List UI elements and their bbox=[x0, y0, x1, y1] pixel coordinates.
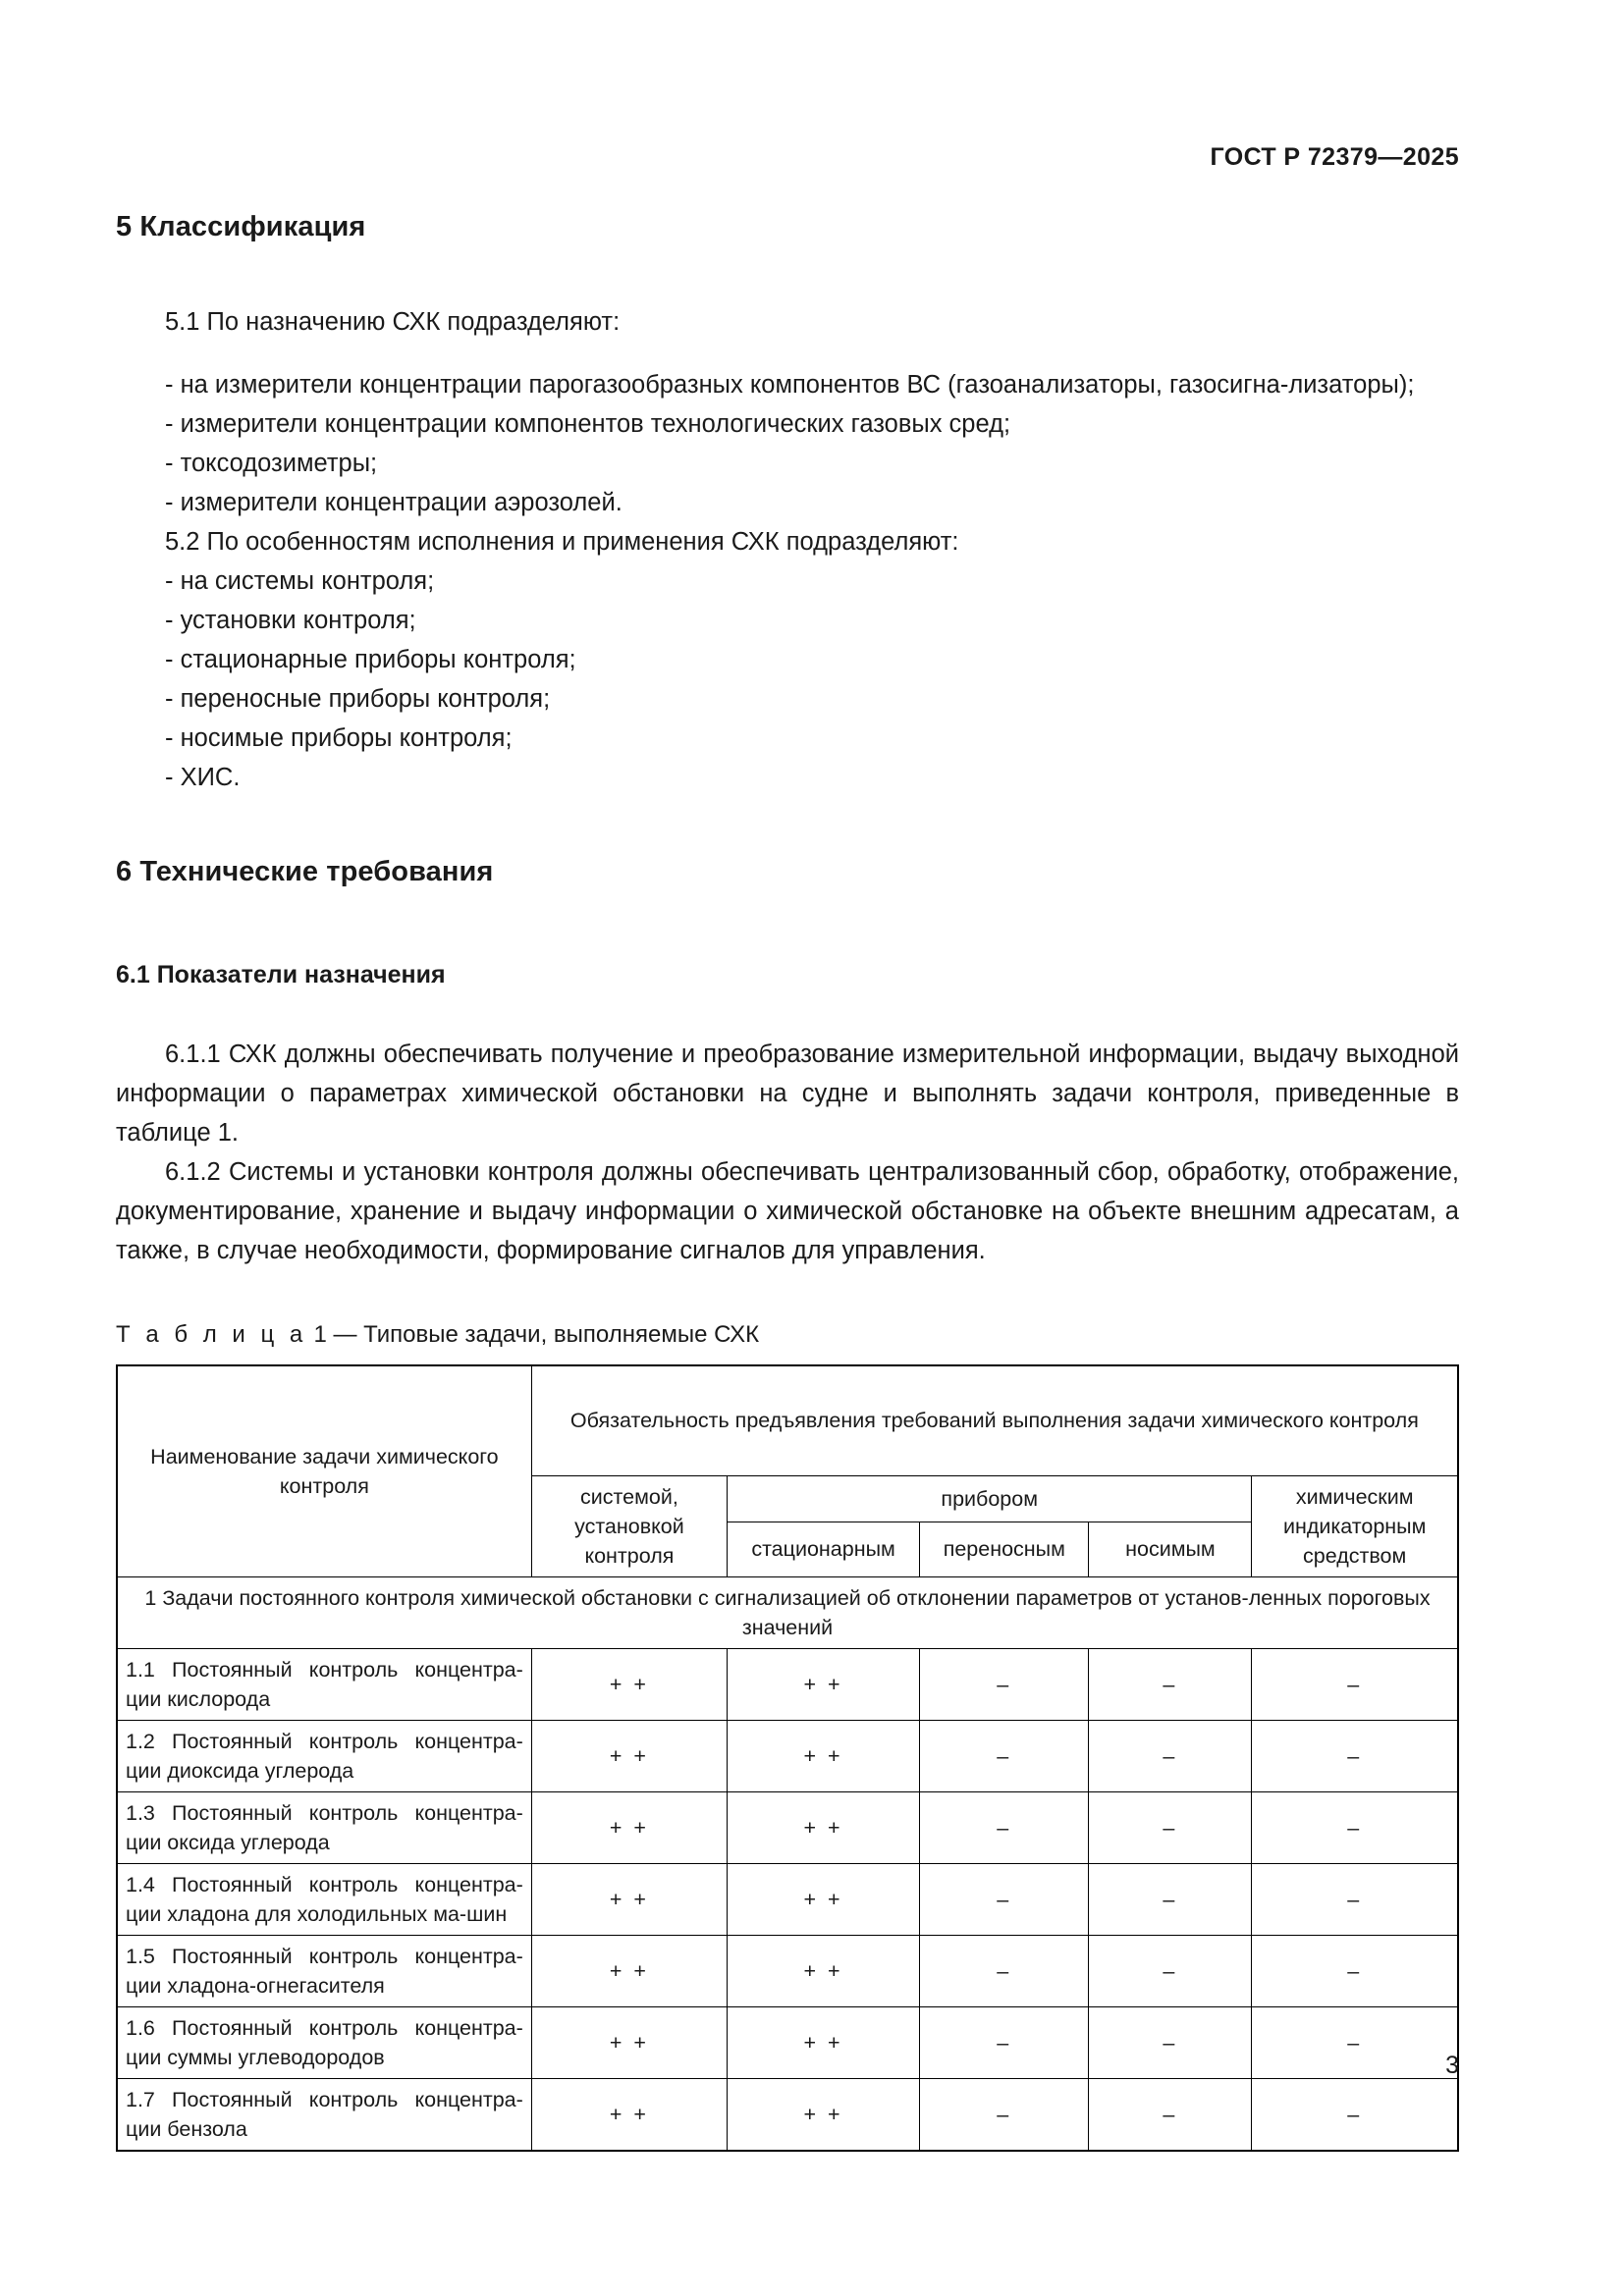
mark-system-installation: + + bbox=[531, 1791, 727, 1863]
table-row bbox=[117, 1863, 1458, 1935]
mark-chemical-indicator: – bbox=[1252, 1720, 1458, 1791]
col-header-portable: переносным bbox=[920, 1522, 1089, 1576]
mark-portable: – bbox=[920, 2078, 1089, 2151]
list-item-5-2-1: - установки контроля; bbox=[165, 607, 416, 634]
table-header-row-1 bbox=[117, 1365, 1458, 1475]
mark-chemical-indicator: – bbox=[1252, 1648, 1458, 1720]
mark-chemical-indicator: – bbox=[1252, 2078, 1458, 2151]
table-caption-prefix: Т а б л и ц а bbox=[116, 1321, 307, 1348]
list-item-5-2-0: - на системы контроля; bbox=[165, 567, 435, 595]
mark-wearable: – bbox=[1089, 2078, 1252, 2151]
mark-stationary: + + bbox=[728, 2006, 920, 2078]
task-name-cell: 1.4 Постоянный контроль концентра-ции хладона для холодильных ма-шин bbox=[117, 1863, 531, 1935]
mark-wearable: – bbox=[1089, 1720, 1252, 1791]
table-row bbox=[117, 1648, 1458, 1720]
mark-system-installation: + + bbox=[531, 1720, 727, 1791]
mark-system-installation: + + bbox=[531, 1863, 727, 1935]
mark-portable: – bbox=[920, 1863, 1089, 1935]
section-5-heading: 5 Классификация bbox=[116, 211, 366, 242]
paragraph-6-1-1: 6.1.1 СХК должны обеспечивать получение и преобразование измерительной информации, выдачу выходной информации о параметрах химической обстановки на судне и выполнять задачи контроля, приведенные в таблице 1. bbox=[116, 1041, 1459, 1147]
paragraph-5-2: 5.2 По особенностям исполнения и применения СХК подразделяют: bbox=[165, 528, 959, 556]
table-body bbox=[117, 1576, 1458, 2151]
mark-wearable: – bbox=[1089, 2006, 1252, 2078]
col-header-system-installation: системой, установкой контроля bbox=[531, 1475, 727, 1576]
mark-chemical-indicator: – bbox=[1252, 1791, 1458, 1863]
mark-chemical-indicator: – bbox=[1252, 1935, 1458, 2006]
task-name-cell: 1.5 Постоянный контроль концентра-ции хладона-огнегасителя bbox=[117, 1935, 531, 2006]
page-content bbox=[116, 211, 1459, 2152]
mark-stationary: + + bbox=[728, 2078, 920, 2151]
spacer bbox=[116, 989, 1459, 1035]
col-header-stationary: стационарным bbox=[728, 1522, 920, 1576]
table-caption-rest: 1 — Типовые задачи, выполняемые СХК bbox=[313, 1321, 760, 1348]
mark-portable: – bbox=[920, 1648, 1089, 1720]
running-header-standard-id: ГОСТ Р 72379—2025 bbox=[1210, 143, 1459, 171]
mark-chemical-indicator: – bbox=[1252, 2006, 1458, 2078]
col-header-device-group: прибором bbox=[728, 1475, 1252, 1522]
col-header-wearable: носимым bbox=[1089, 1522, 1252, 1576]
table-section-row bbox=[117, 1576, 1458, 1648]
list-item-5-2-4: - носимые приборы контроля; bbox=[165, 724, 513, 752]
mark-portable: – bbox=[920, 1935, 1089, 2006]
mark-wearable: – bbox=[1089, 1648, 1252, 1720]
table-row bbox=[117, 1935, 1458, 2006]
list-item-5-1-0: - на измерители концентрации парогазообразных компонентов ВС (газоанализаторы, газосигна-лизаторы); bbox=[165, 371, 1415, 399]
list-item-5-2-5: - ХИС. bbox=[165, 764, 241, 791]
col-header-group-obligation: Обязательность предъявления требований выполнения задачи химического контроля bbox=[531, 1365, 1458, 1475]
mark-stationary: + + bbox=[728, 1791, 920, 1863]
mark-system-installation: + + bbox=[531, 1935, 727, 2006]
task-name-cell: 1.7 Постоянный контроль концентра-ции бензола bbox=[117, 2078, 531, 2151]
spacer bbox=[116, 888, 1459, 961]
mark-system-installation: + + bbox=[531, 2006, 727, 2078]
paragraph-6-1-2: 6.1.2 Системы и установки контроля должны обеспечивать централизованный сбор, обработку, отображение, документирование, хранение и выдачу информации о химической обстановке на объекте внешним адресатам, а также, в случае необходимости, формирование сигналов для управления. bbox=[116, 1158, 1459, 1264]
task-name-cell: 1.6 Постоянный контроль концентра-ции суммы углеводородов bbox=[117, 2006, 531, 2078]
mark-stationary: + + bbox=[728, 1720, 920, 1791]
table-row bbox=[117, 2078, 1458, 2151]
list-item-5-2-3: - переносные приборы контроля; bbox=[165, 685, 551, 713]
list-item-5-2-2: - стационарные приборы контроля; bbox=[165, 646, 576, 673]
table-1-typical-tasks bbox=[116, 1364, 1459, 2152]
mark-system-installation: + + bbox=[531, 1648, 727, 1720]
list-item-5-1-2: - токсодозиметры; bbox=[165, 450, 378, 477]
table-row bbox=[117, 1720, 1458, 1791]
table-row bbox=[117, 2006, 1458, 2078]
col-header-task-name: Наименование задачи химического контроля bbox=[117, 1365, 531, 1576]
list-item-5-1-3: - измерители концентрации аэрозолей. bbox=[165, 489, 623, 516]
spacer bbox=[116, 1270, 1459, 1321]
col-header-chemical-indicator: химическим индикаторным средством bbox=[1252, 1475, 1458, 1576]
spacer bbox=[116, 342, 1459, 365]
section-6-heading: 6 Технические требования bbox=[116, 856, 494, 887]
mark-chemical-indicator: – bbox=[1252, 1863, 1458, 1935]
table-section-header-1: 1 Задачи постоянного контроля химической обстановки с сигнализацией об отклонении параметров от установ-ленных пороговых значений bbox=[117, 1576, 1458, 1648]
mark-wearable: – bbox=[1089, 1935, 1252, 2006]
table-head bbox=[117, 1365, 1458, 1576]
mark-system-installation: + + bbox=[531, 2078, 727, 2151]
mark-wearable: – bbox=[1089, 1791, 1252, 1863]
mark-stationary: + + bbox=[728, 1863, 920, 1935]
paragraph-5-1: 5.1 По назначению СХК подразделяют: bbox=[165, 308, 621, 336]
mark-stationary: + + bbox=[728, 1935, 920, 2006]
mark-portable: – bbox=[920, 1791, 1089, 1863]
page-number: 3 bbox=[1445, 2052, 1459, 2079]
mark-stationary: + + bbox=[728, 1648, 920, 1720]
table-row bbox=[117, 1791, 1458, 1863]
spacer bbox=[116, 797, 1459, 856]
spacer bbox=[116, 243, 1459, 302]
mark-wearable: – bbox=[1089, 1863, 1252, 1935]
subsection-6-1-heading: 6.1 Показатели назначения bbox=[116, 961, 446, 988]
task-name-cell: 1.2 Постоянный контроль концентра-ции диоксида углерода bbox=[117, 1720, 531, 1791]
list-item-5-1-1: - измерители концентрации компонентов технологических газовых сред; bbox=[165, 410, 1011, 438]
table-1-caption bbox=[116, 1321, 1459, 1349]
task-name-cell: 1.1 Постоянный контроль концентра-ции кислорода bbox=[117, 1648, 531, 1720]
mark-portable: – bbox=[920, 1720, 1089, 1791]
mark-portable: – bbox=[920, 2006, 1089, 2078]
task-name-cell: 1.3 Постоянный контроль концентра-ции оксида углерода bbox=[117, 1791, 531, 1863]
